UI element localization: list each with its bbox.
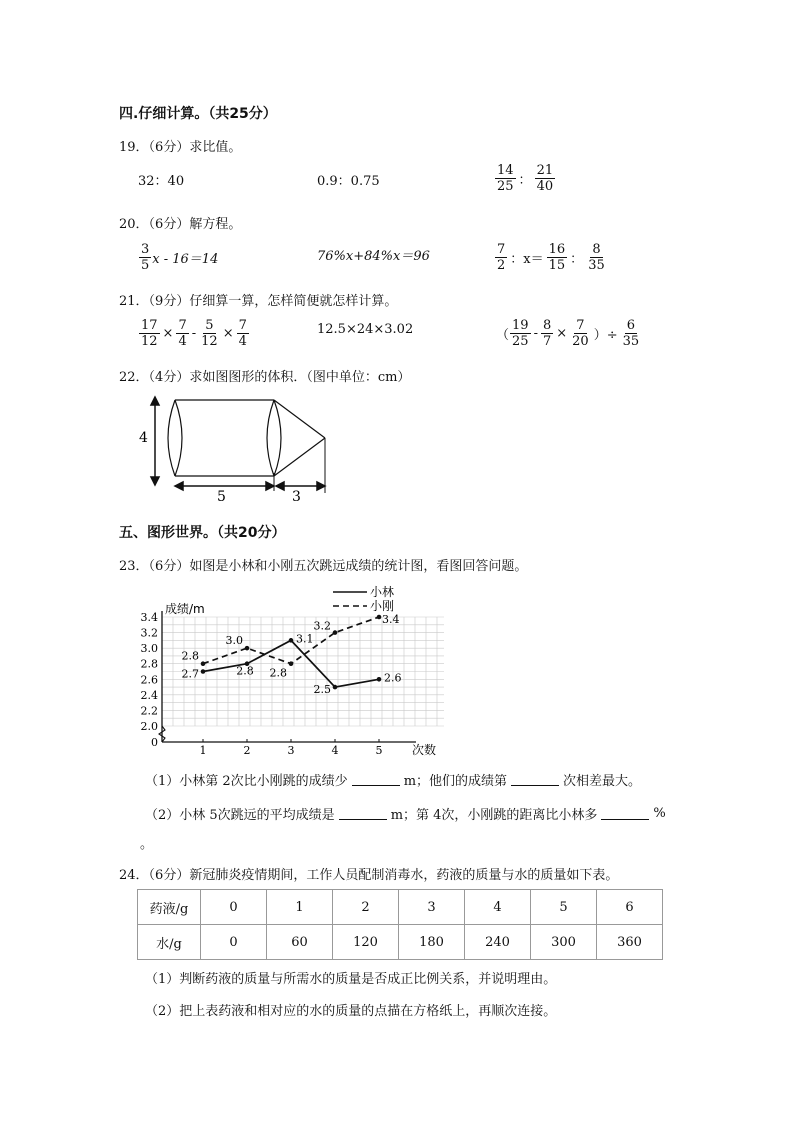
table-cell: 60 <box>267 925 333 960</box>
fraction: $\frac{3}{5}$ <box>141 242 150 273</box>
table-cell: 180 <box>399 925 465 960</box>
q23-sub2-tail: 。 <box>140 837 154 852</box>
y-tick-label: 3.4 <box>140 611 158 624</box>
y-tick-label: 2.2 <box>140 704 158 718</box>
data-label: 3.1 <box>296 632 314 646</box>
answer-blank <box>511 773 559 786</box>
section-title-4: 四.仔细计算。（共25分） <box>119 106 277 122</box>
q20-stem: 20．（6分）解方程。 <box>119 217 242 232</box>
y-tick-label: 3.2 <box>140 626 158 640</box>
x-tick-label: 4 <box>331 744 339 757</box>
table-cell: 0 <box>201 925 267 960</box>
fraction: $\frac{19}{25}$ <box>512 318 529 349</box>
table-cell: 6 <box>597 890 663 925</box>
table-cell: 水/g <box>138 925 201 960</box>
y-tick-label: 2.6 <box>140 673 158 687</box>
fraction: $\frac{21}{40}$ <box>536 163 554 194</box>
data-point <box>333 685 338 690</box>
y-tick-label: 2.4 <box>140 688 158 702</box>
data-label: 2.7 <box>181 667 199 681</box>
data-label: 2.6 <box>384 671 402 685</box>
y-axis-label: 成绩/m <box>165 602 205 616</box>
y-tick-label: 3.0 <box>140 642 158 656</box>
fraction: $\frac{7}{4}$ <box>178 318 187 349</box>
q20-b: 76%x+84%x＝96 <box>317 249 430 264</box>
fraction: $\frac{7}{2}$ <box>497 242 506 273</box>
table-cell: 300 <box>531 925 597 960</box>
dim-length: 5 <box>217 489 226 503</box>
table-row <box>138 925 663 960</box>
legend-label: 小刚 <box>370 599 395 613</box>
q20-a: $\frac{3}{5}$ x - 16＝14 <box>141 242 219 273</box>
x-axis-label: 次数 <box>411 743 437 757</box>
fraction: $\frac{5}{12}$ <box>201 318 218 349</box>
table-cell: 4 <box>465 890 531 925</box>
q24-stem: 24．（6分）新冠肺炎疫情期间，工作人员配制消毒水，药液的质量与水的质量如下表。 <box>119 868 619 883</box>
solid-figure <box>137 393 327 503</box>
q19-stem: 19．（6分）求比值。 <box>119 140 242 155</box>
y-tick-label: 2.0 <box>140 720 158 733</box>
data-point <box>245 646 250 651</box>
data-label: 2.8 <box>269 666 287 680</box>
q24-sub1: （1）判断药液的质量与所需水的质量是否成正比例关系，并说明理由。 <box>145 972 557 987</box>
q19-b: 0.9：0.75 <box>317 174 380 189</box>
q23-sub2: （2）小林 5次跳远的平均成绩是 m；第 4次，小刚跳的距离比小林多 % <box>145 806 666 823</box>
data-point <box>377 677 382 682</box>
answer-blank <box>601 807 649 820</box>
fraction: $\frac{7}{4}$ <box>238 318 247 349</box>
data-point <box>201 661 206 666</box>
q21-a: $\frac{17}{12}$ × $\frac{7}{4}$ - $\frac{5}{12}$ × $\frac{7}{4}$ <box>141 318 247 349</box>
y-tick-label: 0 <box>151 736 158 749</box>
fraction: $\frac{8}{35}$ <box>588 242 605 273</box>
fraction: $\frac{6}{35}$ <box>622 318 640 349</box>
data-label: 3.2 <box>313 619 331 633</box>
data-point <box>377 615 382 620</box>
data-point <box>289 661 294 666</box>
data-label: 3.4 <box>382 613 400 626</box>
x-tick-label: 5 <box>375 744 383 757</box>
data-point <box>289 638 294 643</box>
table-cell: 3 <box>399 890 465 925</box>
q21-c: （ $\frac{19}{25}$ - $\frac{8}{7}$ × $\frac{7}{20}$ ）÷ $\frac{6}{35}$ <box>496 318 640 349</box>
fraction: $\frac{7}{20}$ <box>572 318 589 349</box>
dim-height: 4 <box>139 430 148 446</box>
table-cell: 药液/g <box>138 890 201 925</box>
fraction: $\frac{8}{7}$ <box>542 318 552 349</box>
table-cell: 0 <box>201 890 267 925</box>
data-table <box>137 889 663 960</box>
q23-stem: 23．（6分）如图是小林和小刚五次跳远成绩的统计图，看图回答问题。 <box>119 559 528 574</box>
table-cell: 1 <box>267 890 333 925</box>
table-cell: 2 <box>333 890 399 925</box>
q21-b: 12.5×24×3.02 <box>317 322 414 337</box>
table-cell: 240 <box>465 925 531 960</box>
data-label: 2.5 <box>313 683 331 697</box>
data-label: 2.8 <box>236 664 254 678</box>
dim-cone: 3 <box>292 489 301 503</box>
q21-stem: 21．（9分）仔细算一算，怎样简便就怎样计算。 <box>119 294 398 309</box>
x-tick-label: 3 <box>287 744 295 757</box>
table-row <box>138 890 663 925</box>
q24-sub2: （2）把上表药液和相对应的水的质量的点描在方格纸上，再顺次连接。 <box>145 1004 557 1019</box>
x-tick-label: 2 <box>243 744 251 757</box>
q20-c: $\frac{7}{2}$ ：x＝ $\frac{16}{15}$ ： $\frac{8}{35}$ <box>497 242 605 273</box>
q19-a: 32：40 <box>138 174 185 189</box>
q23-sub1: （1）小林第 2次比小刚跳的成绩少 m；他们的成绩第 次相差最大。 <box>145 774 642 789</box>
fraction: $\frac{17}{12}$ <box>141 318 158 349</box>
line-chart <box>137 580 447 758</box>
table-cell: 360 <box>597 925 663 960</box>
data-point <box>201 669 206 674</box>
data-point <box>333 630 338 635</box>
answer-blank <box>352 773 400 786</box>
q22-stem: 22．（4分）求如图图形的体积．（图中单位：cm） <box>119 370 411 385</box>
fraction: $\frac{16}{15}$ <box>548 242 566 273</box>
x-tick-label: 1 <box>199 744 207 757</box>
fraction: $\frac{14}{25}$ <box>497 163 514 194</box>
q19-c: $\frac{14}{25}$ ： $\frac{21}{40}$ <box>497 163 554 194</box>
y-tick-label: 2.8 <box>140 657 158 671</box>
legend-label: 小林 <box>370 585 395 599</box>
data-label: 3.0 <box>225 634 243 648</box>
data-label: 2.8 <box>181 649 199 663</box>
table-cell: 120 <box>333 925 399 960</box>
section-title-5: 五、图形世界。（共20分） <box>119 525 286 541</box>
table-cell: 5 <box>531 890 597 925</box>
answer-blank <box>339 807 387 820</box>
